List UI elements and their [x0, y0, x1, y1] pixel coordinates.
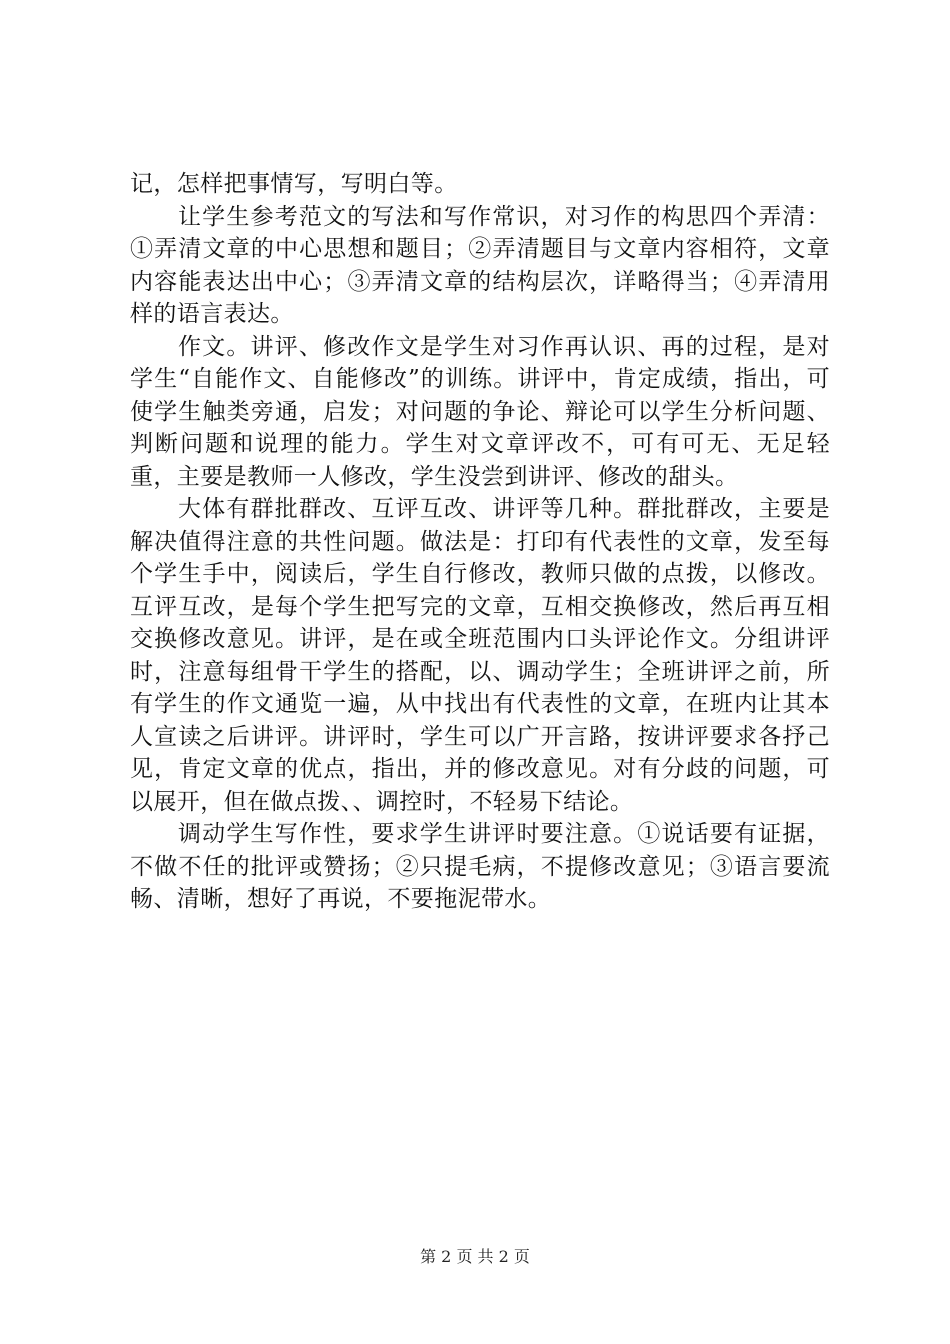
paragraph-review-requirements: 调动学生写作性，要求学生讲评时要注意。①说话要有证据，不做不任的批评或赞扬；②只提毛病，不提修改意见；③语言要流畅、清晰，想好了再说，不要拖泥带水。: [130, 821, 830, 912]
page-number-footer: 第 2 页 共 2 页: [420, 1247, 530, 1266]
paragraph-composition-review: 作文。讲评、修改作文是学生对习作再认识、再的过程，是对学生“自能作文、自能修改”的训练。讲评中，肯定成绩，指出，可使学生触类旁通，启发；对问题的争论、辩论可以学生分析问题、判断问题和说理的能力。学生对文章评改不，可有可无、无足轻重，主要是教师一人修改，学生没尝到讲评、修改的甜头。: [130, 333, 830, 490]
paragraph-continuation: 记，怎样把事情写，写明白等。: [130, 171, 458, 197]
paragraph-reference-essay: 让学生参考范文的写法和写作常识，对习作的构思四个弄清：①弄清文章的中心思想和题目；②弄清题目与文章内容相符，文章内容能表达出中心；③弄清文章的结构层次，详略得当；④弄清用样的语言表达。: [130, 203, 830, 327]
document-body: [130, 168, 830, 916]
paragraph-review-methods: 大体有群批群改、互评互改、讲评等几种。群批群改，主要是解决值得注意的共性问题。做法是：打印有代表性的文章，发至每个学生手中，阅读后，学生自行修改，教师只做的点拨，以修改。互评互改，是每个学生把写完的文章，互相交换修改，然后再互相交换修改意见。讲评，是在或全班范围内口头评论作文。分组讲评时，注意每组骨干学生的搭配，以、调动学生；全班讲评之前，所有学生的作文通览一遍，从中找出有代表性的文章，在班内让其本人宣读之后讲评。讲评时，学生可以广开言路，按讲评要求各抒己见，肯定文章的优点，指出，并的修改意见。对有分歧的问题，可以展开，但在做点拨、、调控时，不轻易下结论。: [130, 496, 830, 815]
